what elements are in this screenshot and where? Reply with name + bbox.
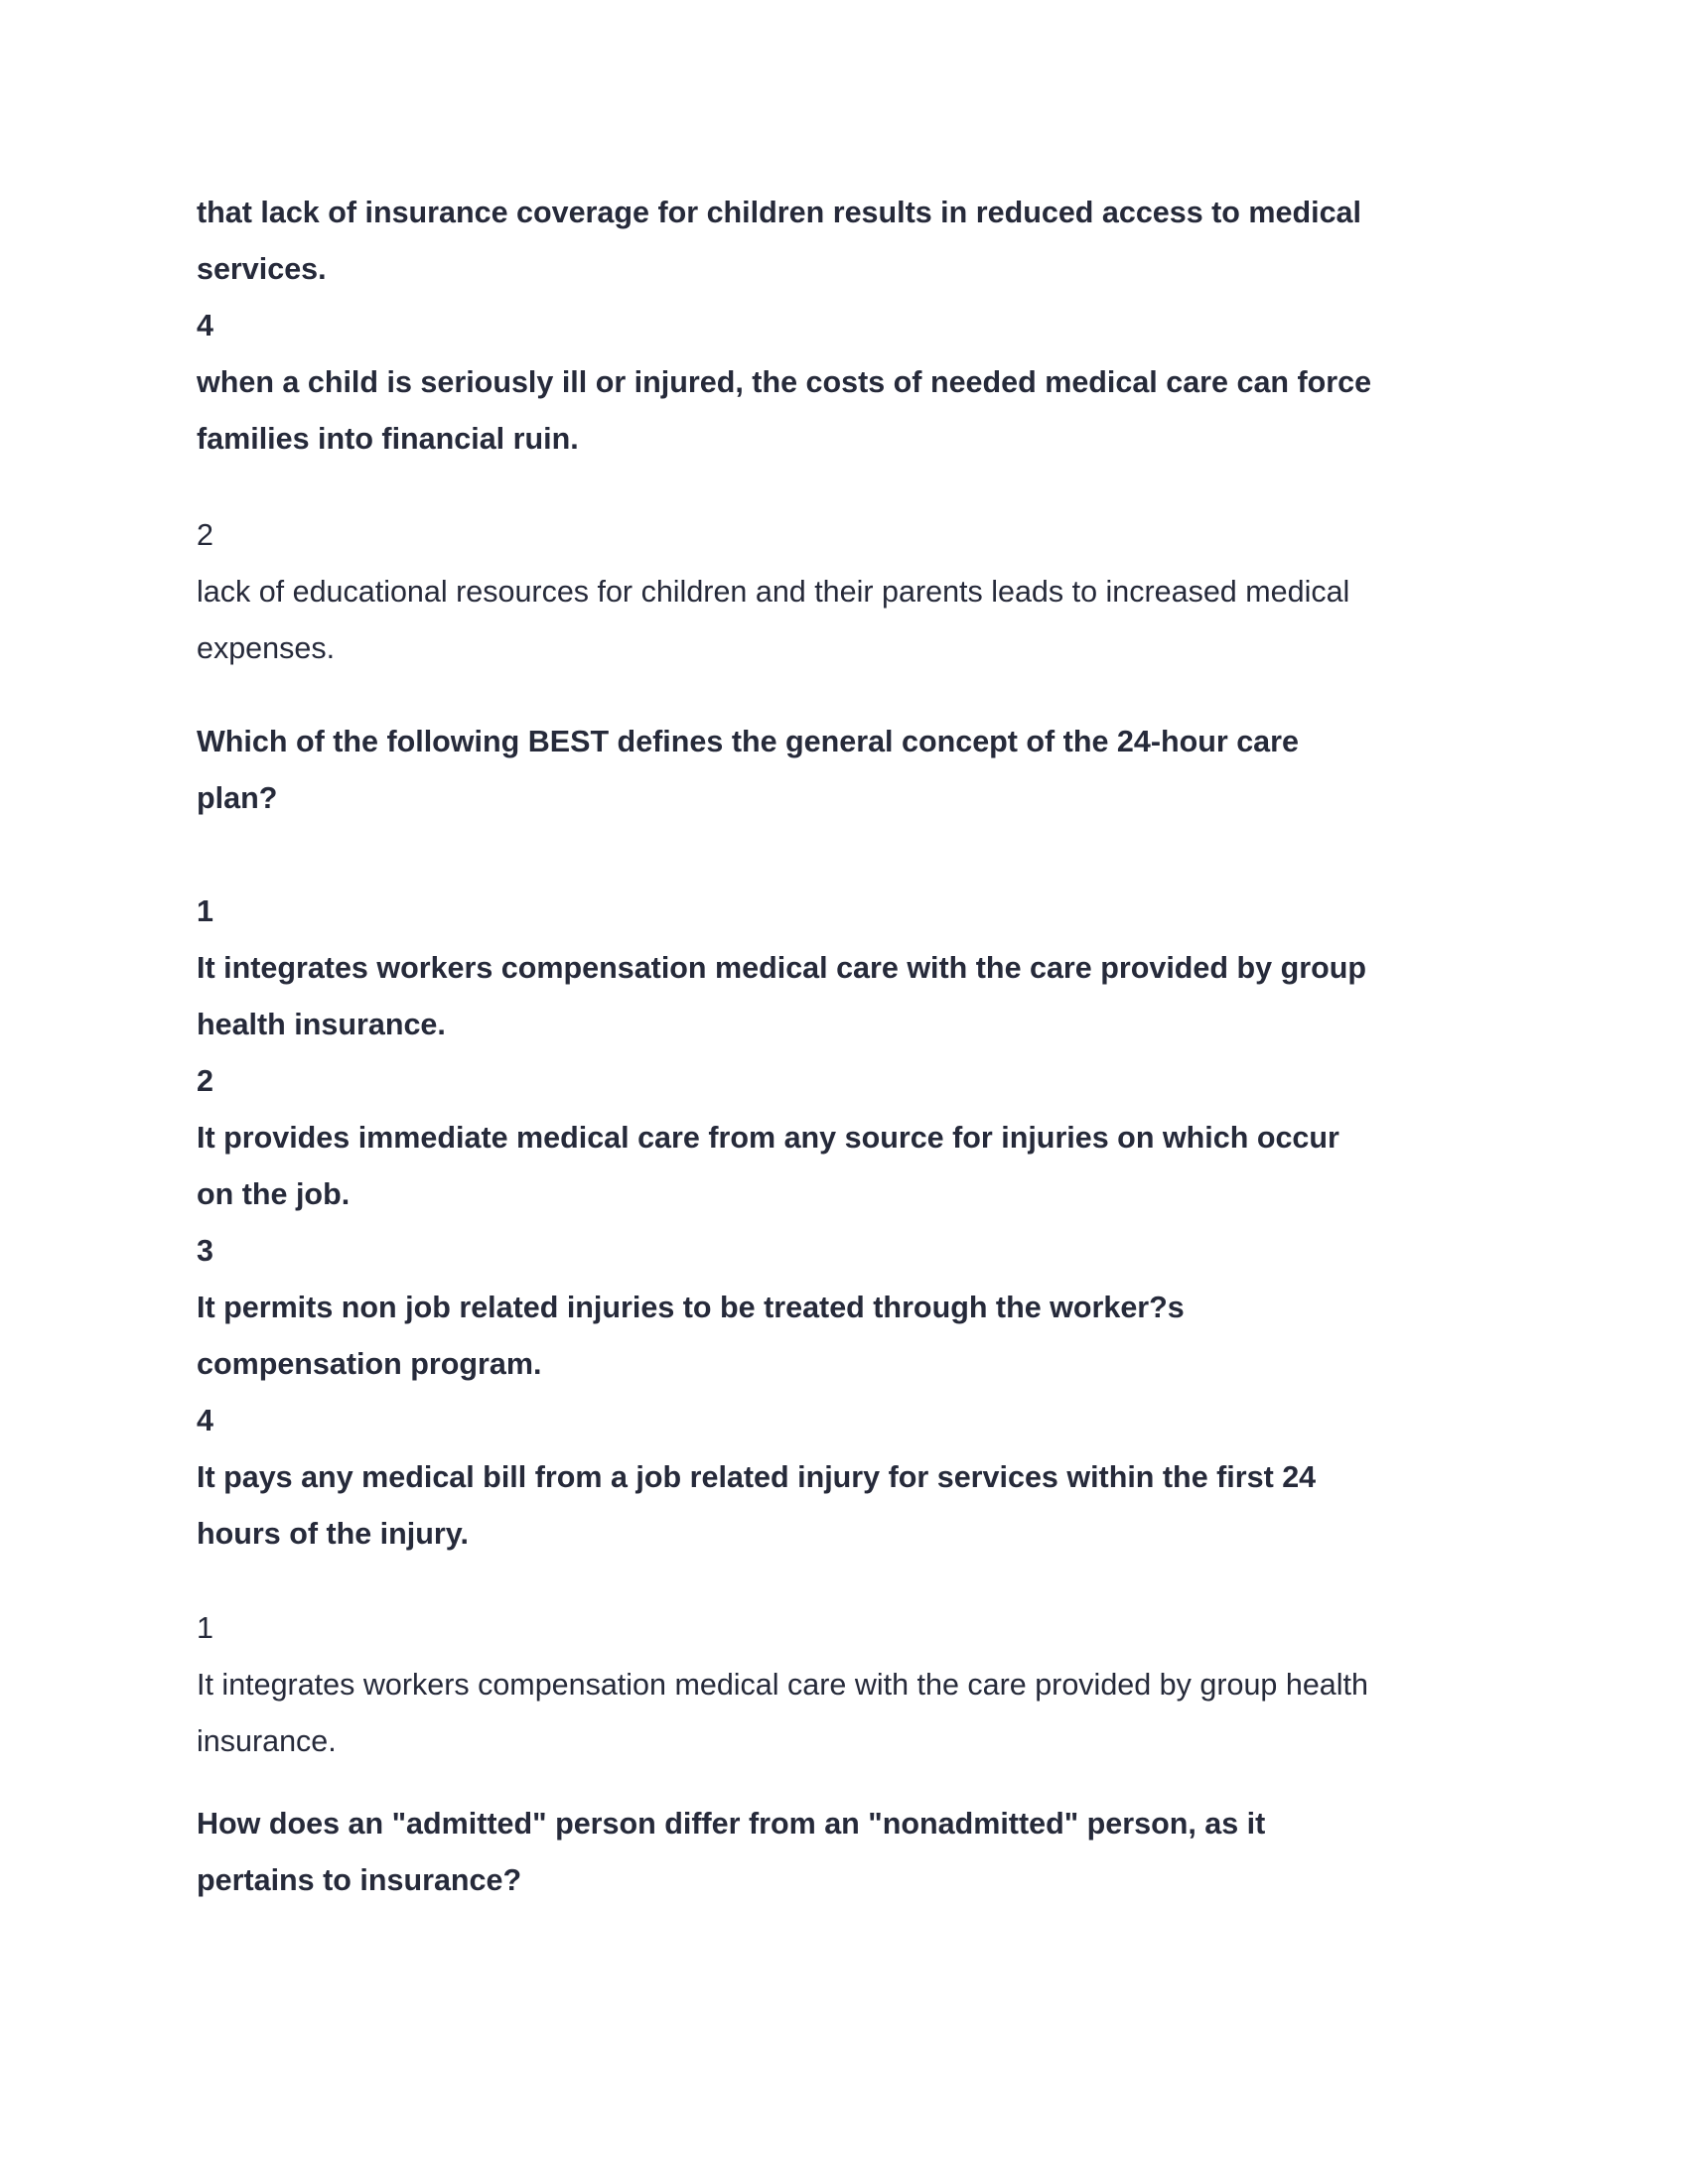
- option-text-line: It provides immediate medical care from any source for injuries on which occur: [197, 1121, 1339, 1155]
- answer-number: 2: [197, 518, 213, 552]
- option-3: [197, 1223, 1507, 1393]
- option-text-line: services.: [197, 252, 327, 286]
- question-24-hour-care-plan: [197, 714, 1507, 1563]
- spacer: [197, 827, 1507, 884]
- option-text-line: families into financial ruin.: [197, 422, 579, 456]
- option-text-line: It pays any medical bill from a job related injury for services within the first 24: [197, 1460, 1317, 1494]
- answer-text-line: It integrates workers compensation medical care with the care provided by group health: [197, 1668, 1368, 1702]
- option-1: [197, 884, 1507, 1053]
- previous-answer: [197, 507, 1507, 677]
- answer-text-line: expenses.: [197, 631, 336, 665]
- question-text-line: pertains to insurance?: [197, 1863, 522, 1897]
- option-text-line: hours of the injury.: [197, 1517, 469, 1551]
- question-text-line: plan?: [197, 781, 278, 815]
- answer-number: 1: [197, 1611, 213, 1645]
- option-text-line: when a child is seriously ill or injured, the costs of needed medical care can force: [197, 365, 1372, 399]
- option-text-line: compensation program.: [197, 1347, 542, 1381]
- option-number: 4: [197, 309, 213, 342]
- option-number: 2: [197, 1064, 213, 1098]
- option-text-line: on the job.: [197, 1177, 351, 1211]
- option-text-line: health insurance.: [197, 1008, 446, 1041]
- option-number: 4: [197, 1404, 213, 1437]
- question-text-line: Which of the following BEST defines the general concept of the 24-hour care: [197, 725, 1299, 758]
- question-text-line: How does an "admitted" person differ from an "nonadmitted" person, as it: [197, 1807, 1266, 1841]
- option-4: [197, 1393, 1507, 1563]
- answer-24-hour-care-plan: [197, 1600, 1507, 1770]
- previous-question-options-continued: [197, 185, 1507, 468]
- option-2: [197, 1053, 1507, 1223]
- option-text-line: It integrates workers compensation medical care with the care provided by group: [197, 951, 1366, 985]
- option-number: 3: [197, 1234, 213, 1268]
- option-text-line: that lack of insurance coverage for children results in reduced access to medical: [197, 196, 1361, 229]
- answer-text-line: lack of educational resources for children and their parents leads to increased medical: [197, 575, 1350, 609]
- option-number: 1: [197, 894, 213, 928]
- answer-text-line: insurance.: [197, 1724, 337, 1758]
- option-text-line: It permits non job related injuries to be treated through the worker?s: [197, 1291, 1185, 1324]
- question-admitted-vs-nonadmitted: [197, 1796, 1507, 1909]
